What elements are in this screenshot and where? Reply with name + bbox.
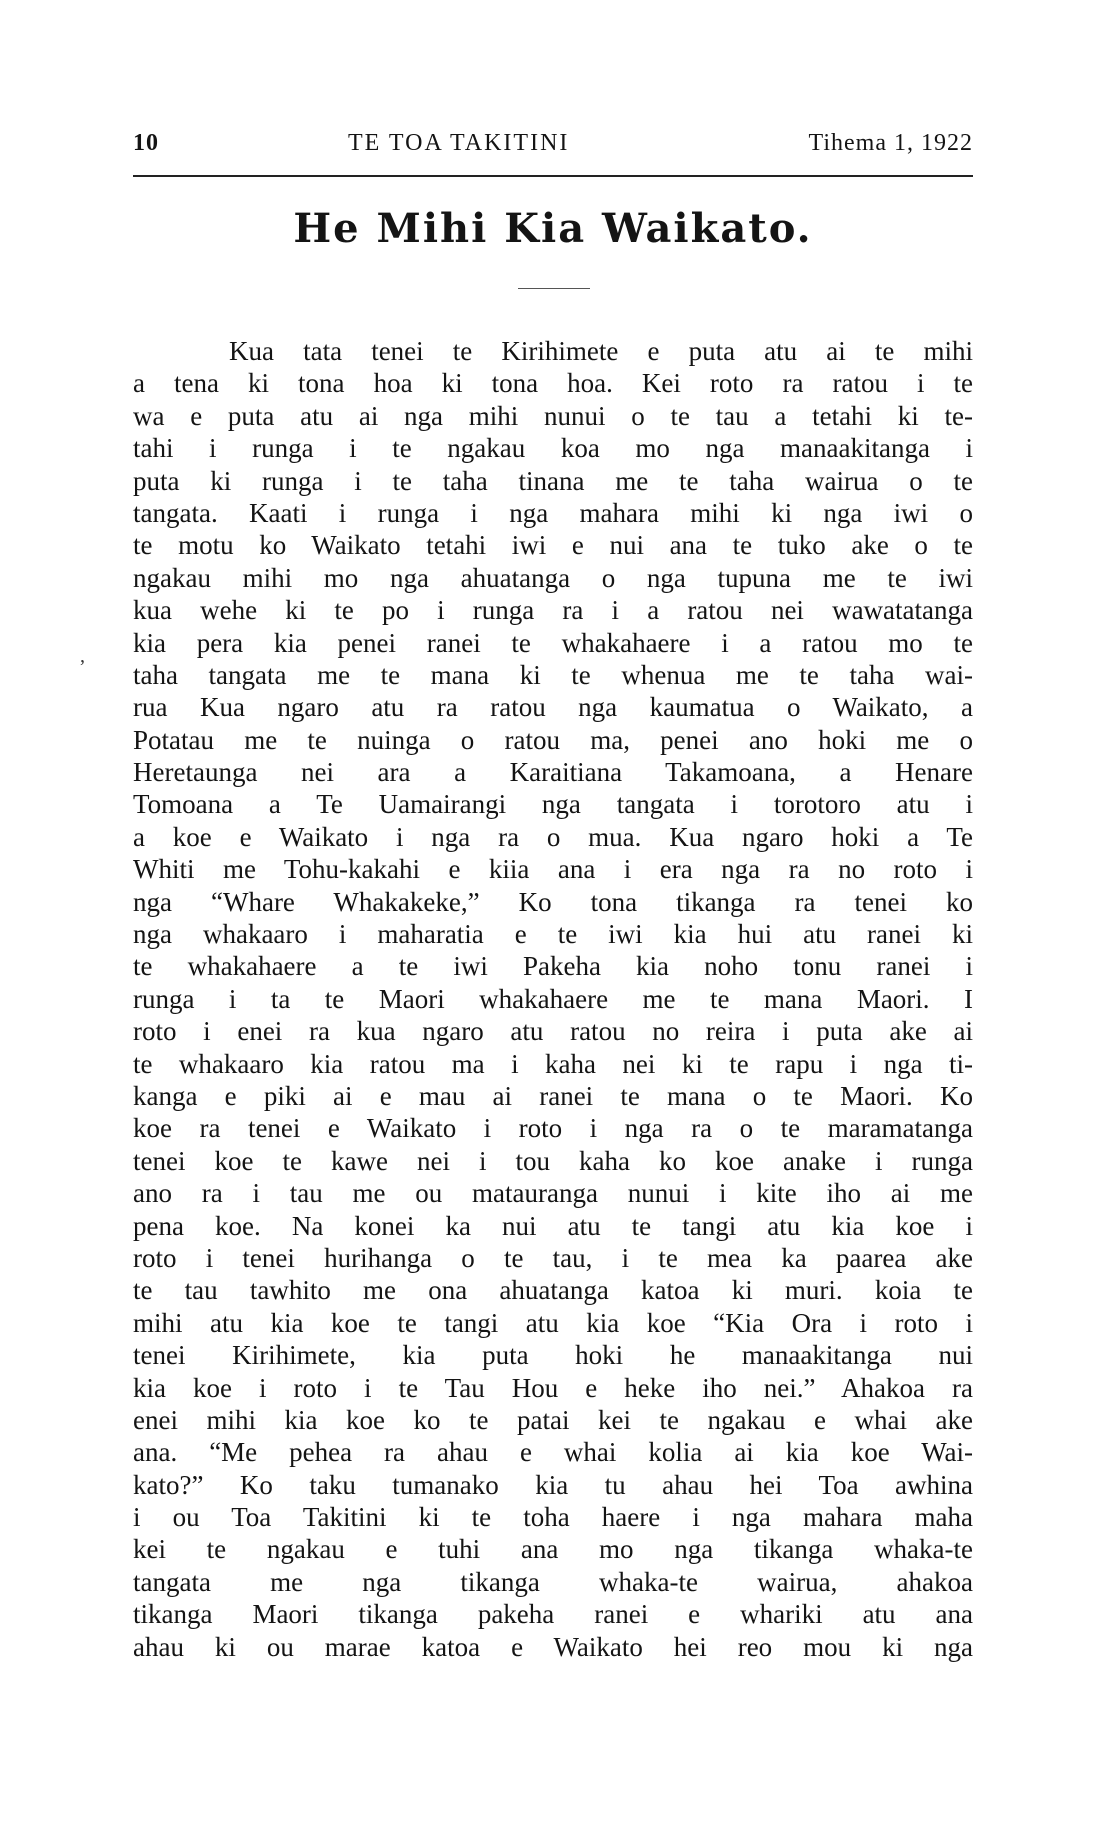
text-line: tikanga Maori tikanga pakeha ranei e whariki atu ana xyxy=(133,1599,973,1630)
text-line: te whakaaro kia ratou ma i kaha nei ki te rapu i nga ti- xyxy=(133,1048,973,1079)
text-line: tangata me nga tikanga whaka-te wairua, ahakoa xyxy=(133,1566,973,1597)
text-line: nga whakaaro i maharatia e te iwi kia hui atu ranei ki xyxy=(133,919,973,950)
text-line: i ou Toa Takitini ki te toha haere i nga mahara maha xyxy=(133,1502,973,1533)
issue-date: Tihema 1, 1922 xyxy=(808,130,973,156)
text-line: tenei Kirihimete, kia puta hoki he manaakitanga nui xyxy=(133,1340,973,1371)
running-head xyxy=(133,130,973,166)
text-line: tangata. Kaati i runga i nga mahara mihi ki nga iwi o xyxy=(133,497,973,528)
text-line: nga “Whare Whakakeke,” Ko tona tikanga ra tenei ko xyxy=(133,886,973,917)
text-line: kanga e piki ai e mau ai ranei te mana o te Maori. Ko xyxy=(133,1080,973,1111)
article-body xyxy=(133,335,973,1663)
text-line: tenei koe te kawe nei i tou kaha ko koe anake i runga xyxy=(133,1145,973,1176)
text-line: kato?” Ko taku tumanako kia tu ahau hei Toa awhina xyxy=(133,1469,973,1500)
text-line: Kua tata tenei te Kirihimete e puta atu ai te mihi xyxy=(229,336,973,366)
text-line: ano ra i tau me ou matauranga nunui i kite iho ai me xyxy=(133,1178,973,1209)
text-line: roto i enei ra kua ngaro atu ratou no reira i puta ake ai xyxy=(133,1016,973,1047)
text-line: mihi atu kia koe te tangi atu kia koe “Kia Ora i roto i xyxy=(133,1307,973,1338)
text-line: kei te ngakau e tuhi ana mo nga tikanga whaka-te xyxy=(133,1534,973,1565)
margin-mark: , xyxy=(80,645,85,667)
text-line: te whakahaere a te iwi Pakeha kia noho tonu ranei i xyxy=(133,951,973,982)
header-divider xyxy=(133,175,973,177)
text-line: a tena ki tona hoa ki tona hoa. Kei roto ra ratou i te xyxy=(133,368,973,399)
text-line: kia koe i roto i te Tau Hou e heke iho nei.” Ahakoa ra xyxy=(133,1372,973,1403)
article-title: He Mihi Kia Waikato. xyxy=(293,205,813,252)
text-line: tahi i runga i te ngakau koa mo nga manaakitanga i xyxy=(133,433,973,464)
journal-title: TE TOA TAKITINI xyxy=(348,130,570,156)
text-line: ahau ki ou marae katoa e Waikato hei reo mou ki nga xyxy=(133,1631,973,1662)
text-line: runga i ta te Maori whakahaere me te mana Maori. I xyxy=(133,983,973,1014)
text-line: roto i tenei hurihanga o te tau, i te mea ka paarea ake xyxy=(133,1242,973,1273)
text-line: ana. “Me pehea ra ahau e whai kolia ai kia koe Wai- xyxy=(133,1437,973,1468)
text-line: koe ra tenei e Waikato i roto i nga ra o te maramatanga xyxy=(133,1113,973,1144)
text-line: enei mihi kia koe ko te patai kei te ngakau e whai ake xyxy=(133,1404,973,1435)
page-number: 10 xyxy=(133,130,159,156)
text-line: a koe e Waikato i nga ra o mua. Kua ngaro hoki a Te xyxy=(133,821,973,852)
text-line: Potatau me te nuinga o ratou ma, penei ano hoki me o xyxy=(133,724,973,755)
text-line: taha tangata me te mana ki te whenua me te taha wai- xyxy=(133,659,973,690)
text-line: Tomoana a Te Uamairangi nga tangata i torotoro atu i xyxy=(133,789,973,820)
text-line: Heretaunga nei ara a Karaitiana Takamoana, a Henare xyxy=(133,757,973,788)
text-line: kia pera kia penei ranei te whakahaere i a ratou mo te xyxy=(133,627,973,658)
title-divider xyxy=(518,288,590,289)
text-line: pena koe. Na konei ka nui atu te tangi atu kia koe i xyxy=(133,1210,973,1241)
text-line: wa e puta atu ai nga mihi nunui o te tau a tetahi ki te- xyxy=(133,400,973,431)
text-line: puta ki runga i te taha tinana me te taha wairua o te xyxy=(133,465,973,496)
text-line: kua wehe ki te po i runga ra i a ratou nei wawatatanga xyxy=(133,595,973,626)
text-line: te motu ko Waikato tetahi iwi e nui ana te tuko ake o te xyxy=(133,530,973,561)
text-line: ngakau mihi mo nga ahuatanga o nga tupuna me te iwi xyxy=(133,562,973,593)
text-line: te tau tawhito me ona ahuatanga katoa ki muri. koia te xyxy=(133,1275,973,1306)
text-line: rua Kua ngaro atu ra ratou nga kaumatua o Waikato, a xyxy=(133,692,973,723)
text-line: Whiti me Tohu-kakahi e kiia ana i era nga ra no roto i xyxy=(133,854,973,885)
